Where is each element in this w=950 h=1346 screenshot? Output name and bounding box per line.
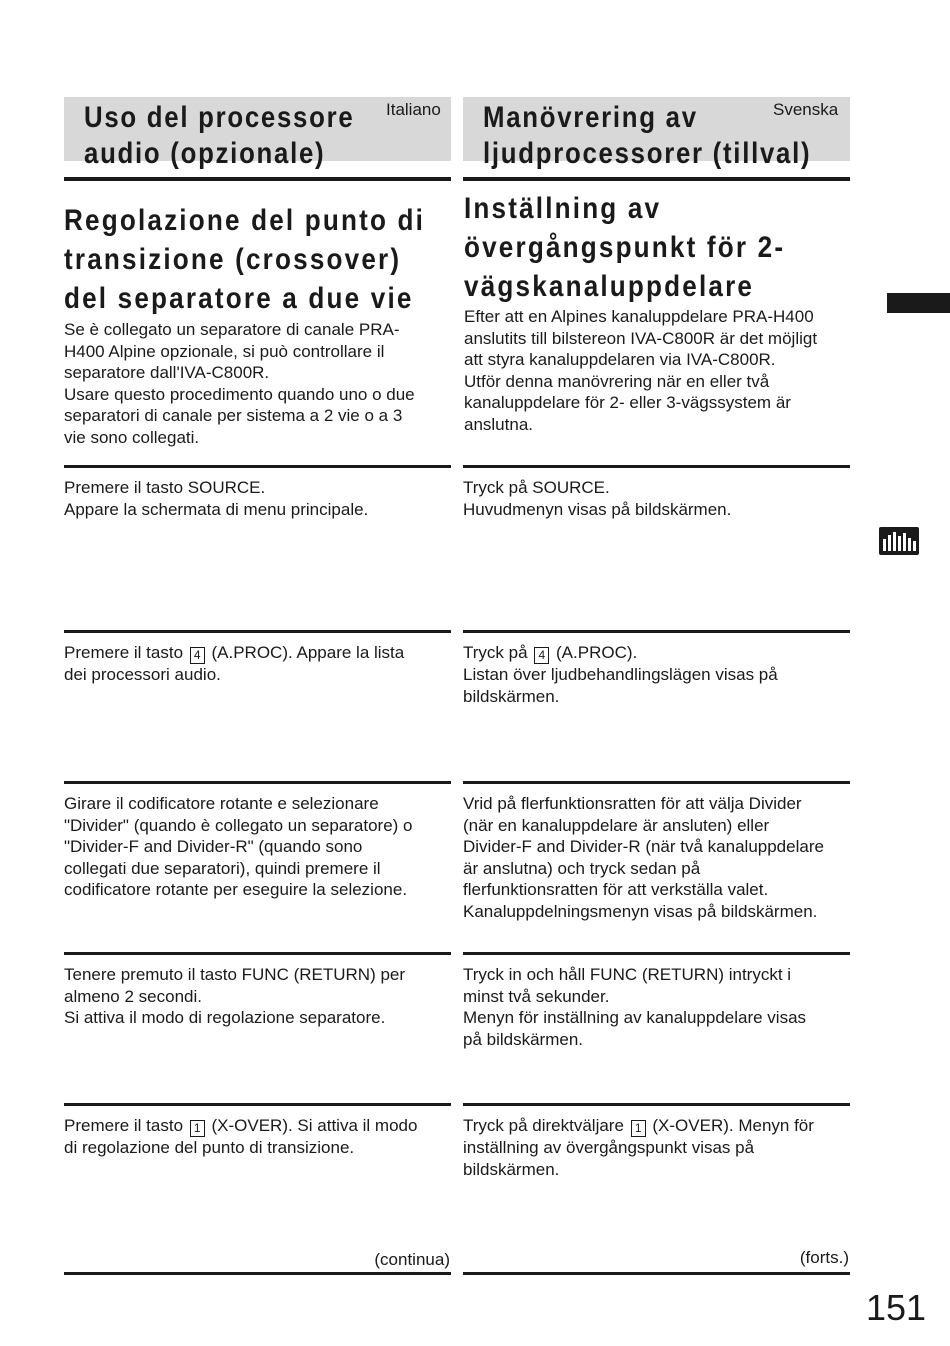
key-1-icon: 1 [190,1120,205,1137]
language-label-italian: Italiano [386,100,441,119]
step-1-swedish: Tryck på SOURCE. Huvudmenyn visas på bildskärmen. [463,478,732,519]
step-3-italian: Girare il codificatore rotante e selezionare "Divider" (quando è collegato un separatore) o "Divider-F and Divider-R" (quando sono collegati due separatori), quindi premere il codificatore rotante per eseguire la selezione. [64,794,413,900]
step-divider [463,630,850,633]
subtitle-italian: Regolazione del punto di transizione (crossover) del separatore a due vie [64,204,426,315]
step-divider [64,952,451,955]
subtitle-swedish: Inställning av övergångspunkt för 2- vägskanaluppdelare [464,192,786,303]
intro-swedish: Efter att en Alpines kanaluppdelare PRA-H400 anslutits till bilstereon IVA-C800R är det möjligt att styra kanaluppdelaren via IVA-C800R. Utför denna manövrering när en eller två kanaluppdelare för 2- eller 3-vägssystem är anslutna. [464,307,818,434]
step-divider [463,952,850,955]
key-4-icon: 4 [534,647,549,664]
step-divider [64,781,451,784]
title-rule-italian [64,177,451,181]
section-tab-marker [887,293,950,313]
step-divider [463,1103,850,1106]
step-divider [64,1103,451,1106]
section-title-swedish: Manövrering av ljudprocessorer (tillval) [483,101,812,170]
step-divider [463,465,850,468]
step-divider [463,781,850,784]
step-3-swedish: Vrid på flerfunktionsratten för att välja Divider (när en kanaluppdelare är ansluten) eller Divider-F and Divider-R (när två kanaluppdelare är anslutna) och tryck sedan på flerfunktionsratten för att verkställa valet. Kanaluppdelningsmenyn visas på bildskärmen. [463,794,824,921]
step-5-italian: Premere il tasto 1 (X-OVER). Si attiva il modo di regolazione del punto di transizione. [64,1116,418,1157]
continued-label-swedish: (forts.) [799,1248,849,1267]
equalizer-icon [879,527,919,555]
title-rule-swedish [463,177,850,181]
key-4-icon: 4 [190,647,205,664]
step-2-italian: Premere il tasto 4 (A.PROC). Appare la lista dei processori audio. [64,643,405,684]
key-1-icon: 1 [631,1120,646,1137]
equalizer-bars-icon [879,527,919,555]
step-1-italian: Premere il tasto SOURCE. Appare la schermata di menu principale. [64,478,369,519]
section-title-italian: Uso del processore audio (opzionale) [84,101,355,170]
step-5-swedish: Tryck på direktväljare 1 (X-OVER). Menyn för inställning av övergångspunkt visas på bildskärmen. [463,1116,814,1179]
continued-label-italian: (continua) [374,1250,450,1269]
bottom-rule-swedish [463,1272,850,1275]
language-label-swedish: Svenska [773,100,839,119]
step-4-swedish: Tryck in och håll FUNC (RETURN) intryckt i minst två sekunder. Menyn för inställning av kanaluppdelare visas på bildskärmen. [463,965,807,1049]
intro-italian: Se è collegato un separatore di canale PRA- H400 Alpine opzionale, si può controllare il separatore dall'IVA-C800R. Usare questo procedimento quando uno o due separatori di canale per sistema a 2 vie o a 3 vie sono collegati. [64,320,415,447]
page-number: 151 [866,1287,927,1328]
step-4-italian: Tenere premuto il tasto FUNC (RETURN) per almeno 2 secondi. Si attiva il modo di regolazione separatore. [64,965,406,1028]
step-divider [64,630,451,633]
step-2-swedish: Tryck på 4 (A.PROC). Listan över ljudbehandlingslägen visas på bildskärmen. [463,643,778,706]
step-divider [64,465,451,468]
bottom-rule-italian [64,1272,451,1275]
